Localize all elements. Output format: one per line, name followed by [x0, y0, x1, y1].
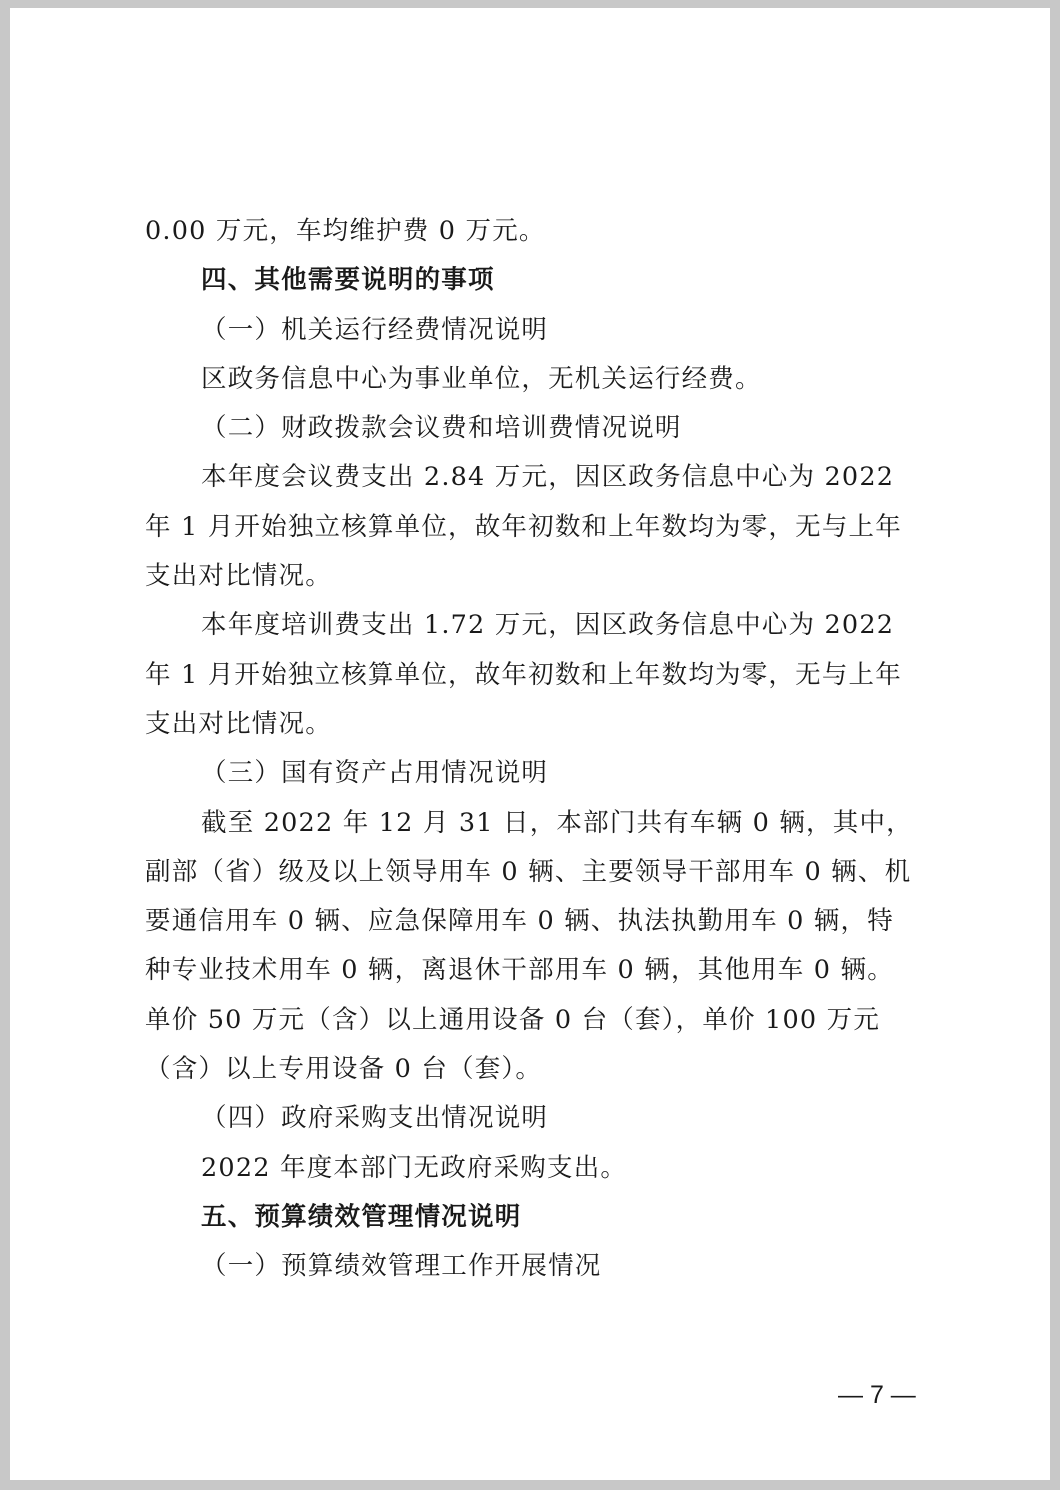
paragraph-meeting-fee: 本年度会议费支出 2.84 万元，因区政务信息中心为 2022 年 1 月开始独立核算单位，故年初数和上年数均为零，无与上年支出对比情况。 — [145, 462, 902, 592]
subheading-4-2: （二）财政拨款会议费和培训费情况说明 — [201, 413, 682, 444]
section-heading-4: 四、其他需要说明的事项 — [201, 265, 495, 296]
paragraph-training-fee: 本年度培训费支出 1.72 万元，因区政务信息中心为 2022 年 1 月开始独立核算单位，故年初数和上年数均为零，无与上年支出对比情况。 — [145, 610, 902, 739]
subheading-4-1: （一）机关运行经费情况说明 — [201, 314, 549, 345]
paragraph-operating-funds: 区政务信息中心为事业单位，无机关运行经费。 — [201, 363, 762, 394]
paragraph-state-assets: 截至 2022 年 12 月 31 日，本部门共有车辆 0 辆，其中，副部（省）级及以上领导用车 0 辆、主要领导干部用车 0 辆、机要通信用车 0 辆、应急保障用车 0 辆、执法执勤用车 0 辆，特种专业技术用车 0 辆，离退休干部用车 0 辆，其他用车 0 辆。单价 50 万元（含）以上通用设备 0 台（套），单价 100 万元（含）以上专用设备 0 台（套）。 — [145, 807, 913, 1085]
page-number: — 7 — — [838, 1381, 916, 1409]
subheading-5-1: （一）预算绩效管理工作开展情况 — [201, 1251, 602, 1282]
paragraph-continuation: 0.00 万元，车均维护费 0 万元。 — [145, 216, 546, 246]
subheading-4-4: （四）政府采购支出情况说明 — [201, 1103, 549, 1134]
section-heading-5: 五、预算绩效管理情况说明 — [201, 1201, 522, 1232]
document-page — [10, 8, 1050, 1480]
document-body — [145, 207, 917, 1292]
paragraph-procurement: 2022 年度本部门无政府采购支出。 — [201, 1152, 628, 1183]
subheading-4-3: （三）国有资产占用情况说明 — [201, 758, 549, 789]
